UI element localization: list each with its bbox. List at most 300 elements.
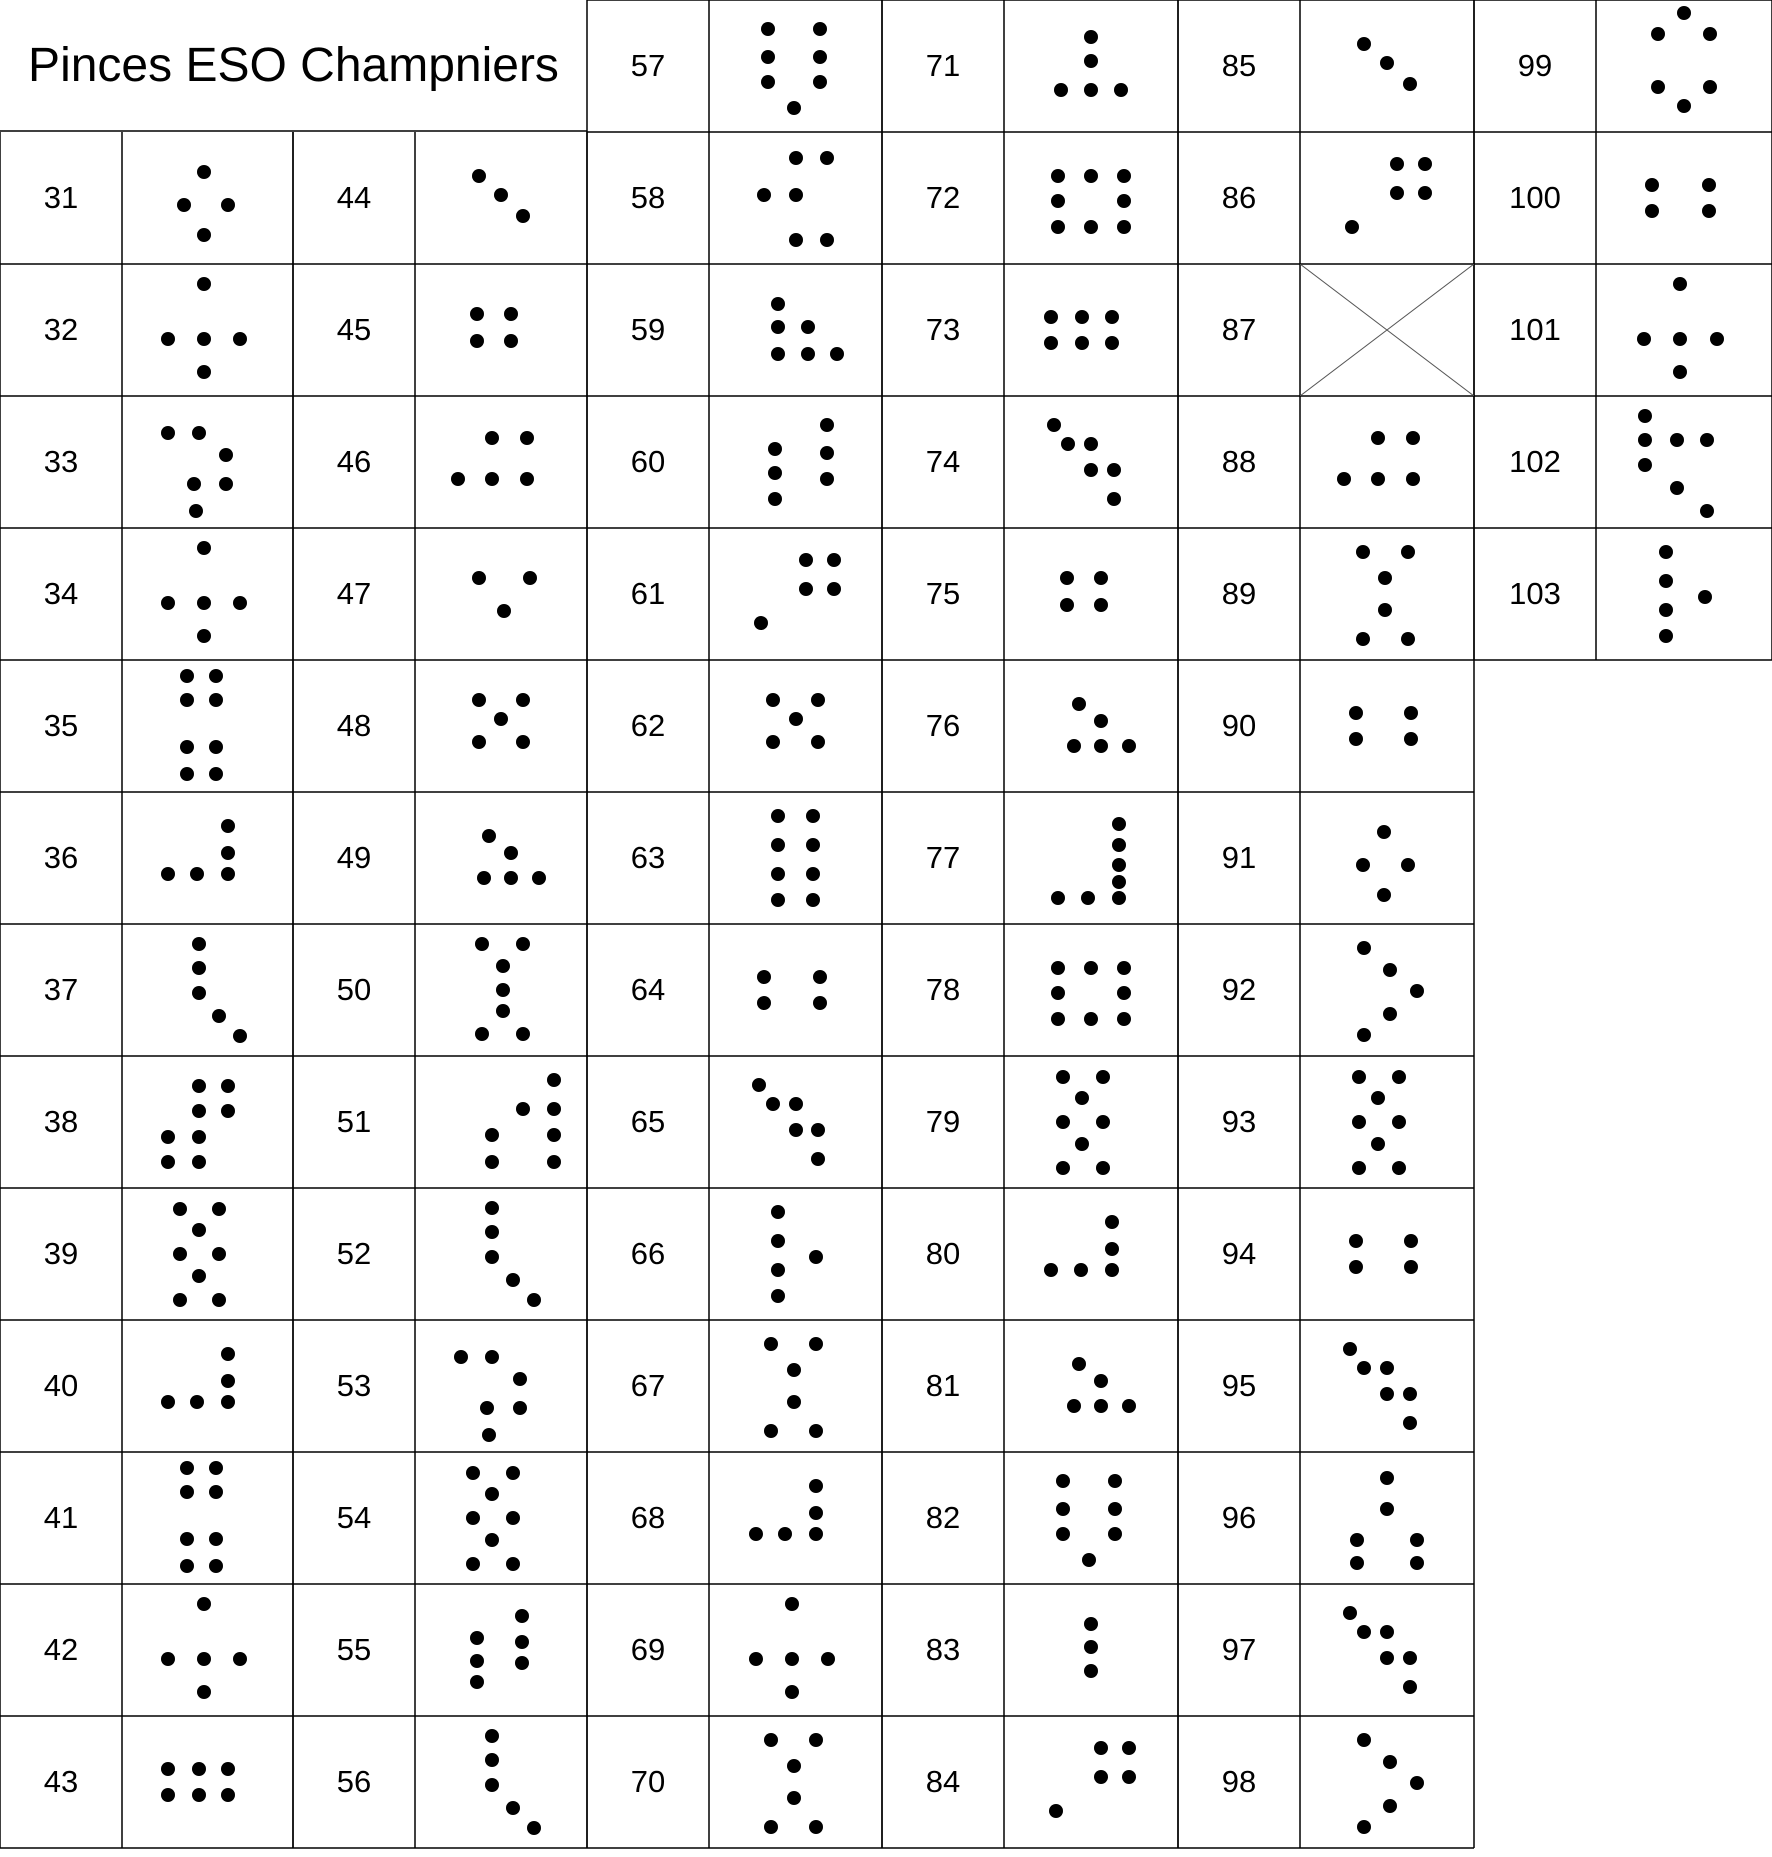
dot <box>233 596 247 610</box>
dot <box>1343 1342 1357 1356</box>
tag-number: 48 <box>336 708 372 743</box>
dot <box>787 1363 801 1377</box>
tag-number: 100 <box>1509 180 1561 215</box>
dot <box>504 846 518 860</box>
tag-dot-pattern <box>1300 660 1474 792</box>
dot <box>1051 1012 1065 1026</box>
dot <box>506 1557 520 1571</box>
tag-dot-pattern <box>709 1188 882 1320</box>
dot <box>485 1729 499 1743</box>
tag-number: 49 <box>336 840 372 875</box>
tag-dot-pattern <box>1596 132 1772 264</box>
dot <box>513 1372 527 1386</box>
dot <box>1112 858 1126 872</box>
dot <box>1094 1770 1108 1784</box>
tag-dot-pattern <box>1004 528 1178 660</box>
dot <box>209 669 223 683</box>
dot <box>811 693 825 707</box>
dot <box>1117 194 1131 208</box>
tag-number: 83 <box>925 1632 961 1667</box>
dot <box>789 233 803 247</box>
dot <box>1084 463 1098 477</box>
tag-number: 74 <box>925 444 961 479</box>
dot <box>1047 418 1061 432</box>
dot <box>1377 825 1391 839</box>
crossed-out-mark <box>1300 264 1474 396</box>
dot <box>477 871 491 885</box>
dot <box>1105 310 1119 324</box>
tag-number: 93 <box>1221 1104 1257 1139</box>
dot <box>209 1485 223 1499</box>
dot <box>470 307 484 321</box>
dot <box>1117 220 1131 234</box>
tag-dot-pattern <box>415 1452 587 1584</box>
tag-number: 76 <box>925 708 961 743</box>
dot <box>197 165 211 179</box>
dot <box>547 1102 561 1116</box>
dot <box>466 1466 480 1480</box>
dot <box>1698 590 1712 604</box>
dot <box>1117 169 1131 183</box>
dot <box>504 307 518 321</box>
dot <box>1056 1527 1070 1541</box>
dot <box>219 448 233 462</box>
tag-number: 35 <box>43 708 79 743</box>
dot <box>761 75 775 89</box>
dot <box>1112 817 1126 831</box>
dot <box>749 1527 763 1541</box>
dot <box>221 1104 235 1118</box>
tag-dot-pattern <box>415 528 587 660</box>
dot <box>771 893 785 907</box>
dot <box>1094 714 1108 728</box>
dot <box>1390 157 1404 171</box>
dot <box>1356 632 1370 646</box>
dot <box>771 320 785 334</box>
dot <box>1082 1553 1096 1567</box>
tag-dot-pattern <box>122 1320 293 1452</box>
tag-number: 51 <box>336 1104 372 1139</box>
dot <box>177 198 191 212</box>
dot <box>1703 27 1717 41</box>
dot <box>1084 437 1098 451</box>
dot <box>813 50 827 64</box>
dot <box>771 1234 785 1248</box>
tag-dot-pattern <box>1300 1320 1474 1452</box>
dot <box>161 1788 175 1802</box>
dot <box>180 1532 194 1546</box>
tag-number: 60 <box>630 444 666 479</box>
dot <box>1056 1115 1070 1129</box>
tag-number: 45 <box>336 312 372 347</box>
dot <box>180 767 194 781</box>
tag-number: 40 <box>43 1368 79 1403</box>
tag-number: 34 <box>43 576 79 611</box>
dot <box>212 1009 226 1023</box>
tag-dot-pattern <box>1004 660 1178 792</box>
tag-number: 96 <box>1221 1500 1257 1535</box>
dot <box>1072 1357 1086 1371</box>
tag-dot-pattern <box>122 1716 293 1848</box>
dot <box>820 151 834 165</box>
tag-number: 69 <box>630 1632 666 1667</box>
dot <box>768 442 782 456</box>
dot <box>504 334 518 348</box>
dot <box>209 767 223 781</box>
dot <box>1112 838 1126 852</box>
dot <box>1702 204 1716 218</box>
dot <box>485 1250 499 1264</box>
dot <box>1356 545 1370 559</box>
dot <box>789 712 803 726</box>
dot <box>1051 891 1065 905</box>
tag-number: 95 <box>1221 1368 1257 1403</box>
dot <box>1349 732 1363 746</box>
dot <box>1703 80 1717 94</box>
dot <box>1051 961 1065 975</box>
dot <box>1406 472 1420 486</box>
dot <box>1673 277 1687 291</box>
tag-number: 82 <box>925 1500 961 1535</box>
dot <box>221 1374 235 1388</box>
dot <box>1084 961 1098 975</box>
dot <box>1122 739 1136 753</box>
tag-number: 73 <box>925 312 961 347</box>
dot <box>799 582 813 596</box>
dot <box>789 151 803 165</box>
dot <box>768 492 782 506</box>
dot <box>1105 1215 1119 1229</box>
tag-dot-pattern <box>415 132 587 264</box>
dot <box>173 1293 187 1307</box>
dot <box>1392 1070 1406 1084</box>
dot <box>472 735 486 749</box>
dot <box>221 1079 235 1093</box>
dot <box>197 228 211 242</box>
tag-number: 38 <box>43 1104 79 1139</box>
dot <box>764 1424 778 1438</box>
tag-number: 71 <box>925 48 961 83</box>
dot <box>771 867 785 881</box>
dot <box>192 1269 206 1283</box>
dot <box>1044 336 1058 350</box>
tag-dot-pattern <box>1004 1716 1178 1848</box>
dot <box>192 1130 206 1144</box>
dot <box>1383 1799 1397 1813</box>
tag-dot-pattern <box>1300 1056 1474 1188</box>
dot <box>513 1401 527 1415</box>
dot <box>757 970 771 984</box>
dot <box>801 347 815 361</box>
dot <box>1094 1374 1108 1388</box>
tag-number: 59 <box>630 312 666 347</box>
dot <box>1060 598 1074 612</box>
dot <box>504 871 518 885</box>
dot <box>1638 433 1652 447</box>
dot <box>1096 1070 1110 1084</box>
dot <box>1371 1091 1385 1105</box>
dot <box>799 553 813 567</box>
dot <box>1383 1007 1397 1021</box>
dot <box>516 693 530 707</box>
dot <box>806 867 820 881</box>
tag-number: 36 <box>43 840 79 875</box>
dot <box>197 1652 211 1666</box>
dot <box>1378 571 1392 585</box>
dot <box>161 1130 175 1144</box>
dot <box>1345 220 1359 234</box>
dot <box>1659 545 1673 559</box>
dot <box>472 169 486 183</box>
tag-dot-pattern <box>122 1188 293 1320</box>
dot <box>766 693 780 707</box>
dot <box>1378 603 1392 617</box>
dot <box>789 188 803 202</box>
dot <box>1075 1137 1089 1151</box>
dot <box>1084 1617 1098 1631</box>
tag-dot-pattern <box>709 264 882 396</box>
dot <box>806 838 820 852</box>
dot <box>1105 336 1119 350</box>
tag-number: 53 <box>336 1368 372 1403</box>
dot <box>1645 178 1659 192</box>
tag-dot-pattern <box>709 792 882 924</box>
dot <box>221 1395 235 1409</box>
dot <box>771 1289 785 1303</box>
dot <box>482 1428 496 1442</box>
tag-dot-pattern <box>709 660 882 792</box>
dot <box>187 477 201 491</box>
dot <box>821 1652 835 1666</box>
tag-number: 98 <box>1221 1764 1257 1799</box>
dot <box>161 1762 175 1776</box>
dot <box>485 1128 499 1142</box>
dot <box>1061 437 1075 451</box>
tag-dot-pattern <box>1300 1452 1474 1584</box>
dot <box>1044 1263 1058 1277</box>
dot <box>1677 99 1691 113</box>
dot <box>1410 1556 1424 1570</box>
dot <box>506 1511 520 1525</box>
dot <box>1410 984 1424 998</box>
dot <box>1702 178 1716 192</box>
dot <box>1096 1115 1110 1129</box>
dot <box>497 604 511 618</box>
dot <box>470 1654 484 1668</box>
dot <box>1637 332 1651 346</box>
dot <box>161 867 175 881</box>
dot <box>1075 1091 1089 1105</box>
dot <box>221 1347 235 1361</box>
tag-dot-pattern <box>709 1056 882 1188</box>
dot <box>1051 169 1065 183</box>
tag-number: 56 <box>336 1764 372 1799</box>
tag-number: 101 <box>1509 312 1561 347</box>
dot <box>809 1424 823 1438</box>
dot <box>221 867 235 881</box>
dot <box>547 1155 561 1169</box>
tag-number: 77 <box>925 840 961 875</box>
dot <box>520 431 534 445</box>
dot <box>820 446 834 460</box>
dot <box>1084 1640 1098 1654</box>
tag-dot-pattern <box>1596 0 1772 132</box>
dot <box>1380 1471 1394 1485</box>
tag-number: 66 <box>630 1236 666 1271</box>
tag-dot-pattern <box>1004 1188 1178 1320</box>
dot <box>766 1097 780 1111</box>
tag-dot-pattern <box>1004 792 1178 924</box>
tag-dot-pattern <box>415 396 587 528</box>
tag-number: 68 <box>630 1500 666 1535</box>
dot <box>1380 1651 1394 1665</box>
dot <box>1357 941 1371 955</box>
tag-dot-pattern <box>122 528 293 660</box>
dot <box>161 1652 175 1666</box>
dot <box>771 1263 785 1277</box>
tag-dot-pattern <box>1300 0 1474 132</box>
dot <box>1054 83 1068 97</box>
dot <box>485 431 499 445</box>
dot <box>757 188 771 202</box>
tag-dot-pattern <box>122 396 293 528</box>
dot <box>785 1685 799 1699</box>
dot <box>482 829 496 843</box>
dot <box>1117 1012 1131 1026</box>
tag-dot-pattern <box>415 1188 587 1320</box>
dot <box>480 1401 494 1415</box>
tag-number: 46 <box>336 444 372 479</box>
dot <box>1084 30 1098 44</box>
dot <box>1094 739 1108 753</box>
tag-dot-pattern <box>709 396 882 528</box>
dot <box>1060 571 1074 585</box>
dot <box>771 297 785 311</box>
dot <box>1410 1533 1424 1547</box>
dot <box>515 1656 529 1670</box>
dot <box>1380 1625 1394 1639</box>
dot <box>161 426 175 440</box>
dot <box>806 893 820 907</box>
dot <box>1371 1137 1385 1151</box>
tag-dot-pattern <box>1300 396 1474 528</box>
dot <box>787 101 801 115</box>
tag-number: 37 <box>43 972 79 1007</box>
dot <box>1122 1399 1136 1413</box>
dot <box>173 1247 187 1261</box>
dot <box>221 198 235 212</box>
tag-number: 39 <box>43 1236 79 1271</box>
tag-dot-pattern <box>1596 396 1772 528</box>
tag-dot-pattern <box>1004 924 1178 1056</box>
dot <box>1673 365 1687 379</box>
dot <box>485 1753 499 1767</box>
tag-dot-pattern <box>1300 1584 1474 1716</box>
dot <box>161 1395 175 1409</box>
tag-dot-pattern <box>709 1320 882 1452</box>
tag-number: 32 <box>43 312 79 347</box>
dot <box>192 1155 206 1169</box>
tag-number: 41 <box>43 1500 79 1535</box>
dot <box>1084 54 1098 68</box>
tag-dot-pattern <box>415 1716 587 1848</box>
dot <box>1084 169 1098 183</box>
dot <box>1094 598 1108 612</box>
dot <box>547 1128 561 1142</box>
dot <box>811 1152 825 1166</box>
dot <box>485 1155 499 1169</box>
dot <box>1380 1502 1394 1516</box>
tag-dot-pattern <box>122 1452 293 1584</box>
dot <box>496 959 510 973</box>
dot <box>197 1597 211 1611</box>
dot <box>789 1123 803 1137</box>
dot <box>180 1485 194 1499</box>
tag-number: 97 <box>1221 1632 1257 1667</box>
dot <box>787 1791 801 1805</box>
dot <box>1056 1161 1070 1175</box>
dot <box>516 735 530 749</box>
dot <box>787 1759 801 1773</box>
dot <box>1677 6 1691 20</box>
tag-dot-pattern <box>709 0 882 132</box>
dot <box>1357 1625 1371 1639</box>
dot <box>1401 545 1415 559</box>
dot <box>1056 1474 1070 1488</box>
dot <box>806 809 820 823</box>
dot <box>475 937 489 951</box>
tag-dot-pattern <box>1004 1056 1178 1188</box>
tag-dot-pattern <box>1300 924 1474 1056</box>
dot <box>494 188 508 202</box>
tag-number: 103 <box>1509 576 1561 611</box>
dot <box>190 867 204 881</box>
dot <box>1404 1260 1418 1274</box>
tag-dot-pattern <box>1300 1716 1474 1848</box>
dot <box>1404 706 1418 720</box>
dot <box>1404 732 1418 746</box>
dot <box>219 477 233 491</box>
dot <box>761 22 775 36</box>
dot <box>1357 1361 1371 1375</box>
dot <box>1410 1776 1424 1790</box>
dot <box>221 1762 235 1776</box>
dot <box>485 1778 499 1792</box>
dot <box>1067 1399 1081 1413</box>
tag-number: 87 <box>1221 312 1257 347</box>
tag-dot-pattern <box>1300 264 1474 396</box>
dot <box>771 347 785 361</box>
dot <box>161 1155 175 1169</box>
dot <box>1659 574 1673 588</box>
dot <box>470 1675 484 1689</box>
dot <box>809 1527 823 1541</box>
dot <box>1352 1161 1366 1175</box>
dot <box>1638 458 1652 472</box>
dot <box>197 365 211 379</box>
dot <box>233 1029 247 1043</box>
dot <box>485 1533 499 1547</box>
dot <box>820 418 834 432</box>
dot <box>1700 433 1714 447</box>
dot <box>1122 1741 1136 1755</box>
dot <box>1357 37 1371 51</box>
dot <box>1403 1416 1417 1430</box>
dot <box>830 347 844 361</box>
dot <box>1122 1770 1136 1784</box>
dot <box>764 1820 778 1834</box>
dot <box>766 735 780 749</box>
